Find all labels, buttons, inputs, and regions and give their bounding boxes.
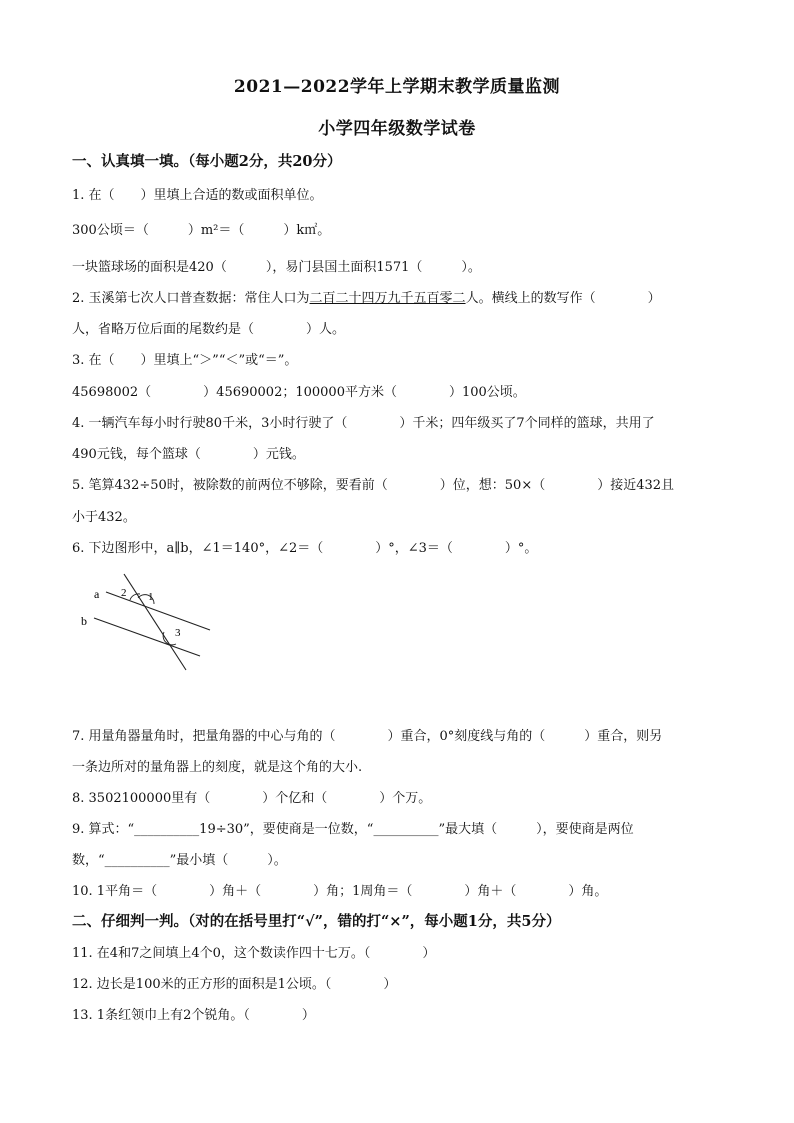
question-11: 11. 在4和7之间填上4个0，这个数读作四十七万。（ ） — [72, 946, 436, 961]
question-7-line-b: 一条边所对的量角器上的刻度，就是这个角的大小. — [72, 760, 363, 775]
angle-1-label: 1 — [148, 591, 154, 603]
label-b: b — [81, 614, 87, 628]
question-3-line-a: 45698002（ ）45690002；100000平方米（ ）100公顷。 — [72, 385, 526, 400]
question-8: 8. 3502100000里有（ ）个亿和（ ）个万。 — [72, 791, 432, 806]
question-5-line-b: 小于432。 — [72, 510, 136, 525]
question-1: 1. 在（ ）里填上合适的数或面积单位。 — [72, 188, 323, 203]
transversal-line — [124, 574, 186, 670]
line-b — [94, 618, 200, 656]
question-2-underlined-number: 二百二十四万九千五百零二 — [309, 291, 466, 306]
question-9-line-a: 9. 算式：“__________19÷30”，要使商是一位数，“__________”最大填（ ），要使商是两位 — [72, 822, 634, 837]
section-2-heading: 二、仔细判一判。（对的在括号里打“√”，错的打“×”，每小题1分，共5分） — [72, 913, 561, 930]
question-2-line-a — [72, 287, 661, 306]
angle-3-label: 3 — [175, 627, 181, 639]
question-2-suffix: 人。横线上的数写作（ ） — [465, 291, 661, 306]
question-4-line-b: 490元钱，每个篮球（ ）元钱。 — [72, 447, 305, 462]
question-1-line-a: 300公顷＝（ ）m²＝（ ）k㎡。 — [72, 223, 331, 238]
exam-title: 2021—2022学年上学期末教学质量监测 — [233, 77, 561, 97]
question-1-line-b: 一块篮球场的面积是420（ ），易门县国土面积1571（ ）。 — [72, 260, 481, 275]
question-9-line-b: 数，“__________”最小填（ ）。 — [72, 853, 287, 868]
label-a: a — [94, 587, 100, 601]
exam-subtitle: 小学四年级数学试卷 — [318, 119, 476, 139]
question-5-line-a: 5. 笔算432÷50时，被除数的前两位不够除，要看前（ ）位，想：50×（ ）接近432且 — [72, 478, 675, 493]
question-2-prefix: 2. 玉溪第七次人口普查数据：常住人口为 — [72, 291, 310, 306]
section-1-heading: 一、认真填一填。（每小题2分，共20分） — [72, 153, 342, 170]
parallel-lines-diagram — [72, 570, 232, 680]
question-10: 10. 1平角＝（ ）角＋（ ）角；1周角＝（ ）角＋（ ）角。 — [72, 884, 608, 899]
question-4-line-a: 4. 一辆汽车每小时行驶80千米，3小时行驶了（ ）千米；四年级买了7个同样的篮球，共用了 — [72, 416, 655, 431]
angle-2-label: 2 — [121, 587, 127, 599]
question-3: 3. 在（ ）里填上“＞”“＜”或“＝”。 — [72, 353, 298, 368]
question-6: 6. 下边图形中，a∥b，∠1＝140°，∠2＝（ ）°，∠3＝（ ）°。 — [72, 541, 538, 556]
question-12: 12. 边长是100米的正方形的面积是1公顷。（ ） — [72, 977, 397, 992]
question-2-line-b: 人，省略万位后面的尾数约是（ ）人。 — [72, 322, 346, 337]
parallel-lines-figure — [72, 570, 232, 684]
question-13: 13. 1条红领巾上有2个锐角。（ ） — [72, 1008, 315, 1023]
question-7-line-a: 7. 用量角器量角时，把量角器的中心与角的（ ）重合，0°刻度线与角的（ ）重合，则另 — [72, 729, 663, 744]
